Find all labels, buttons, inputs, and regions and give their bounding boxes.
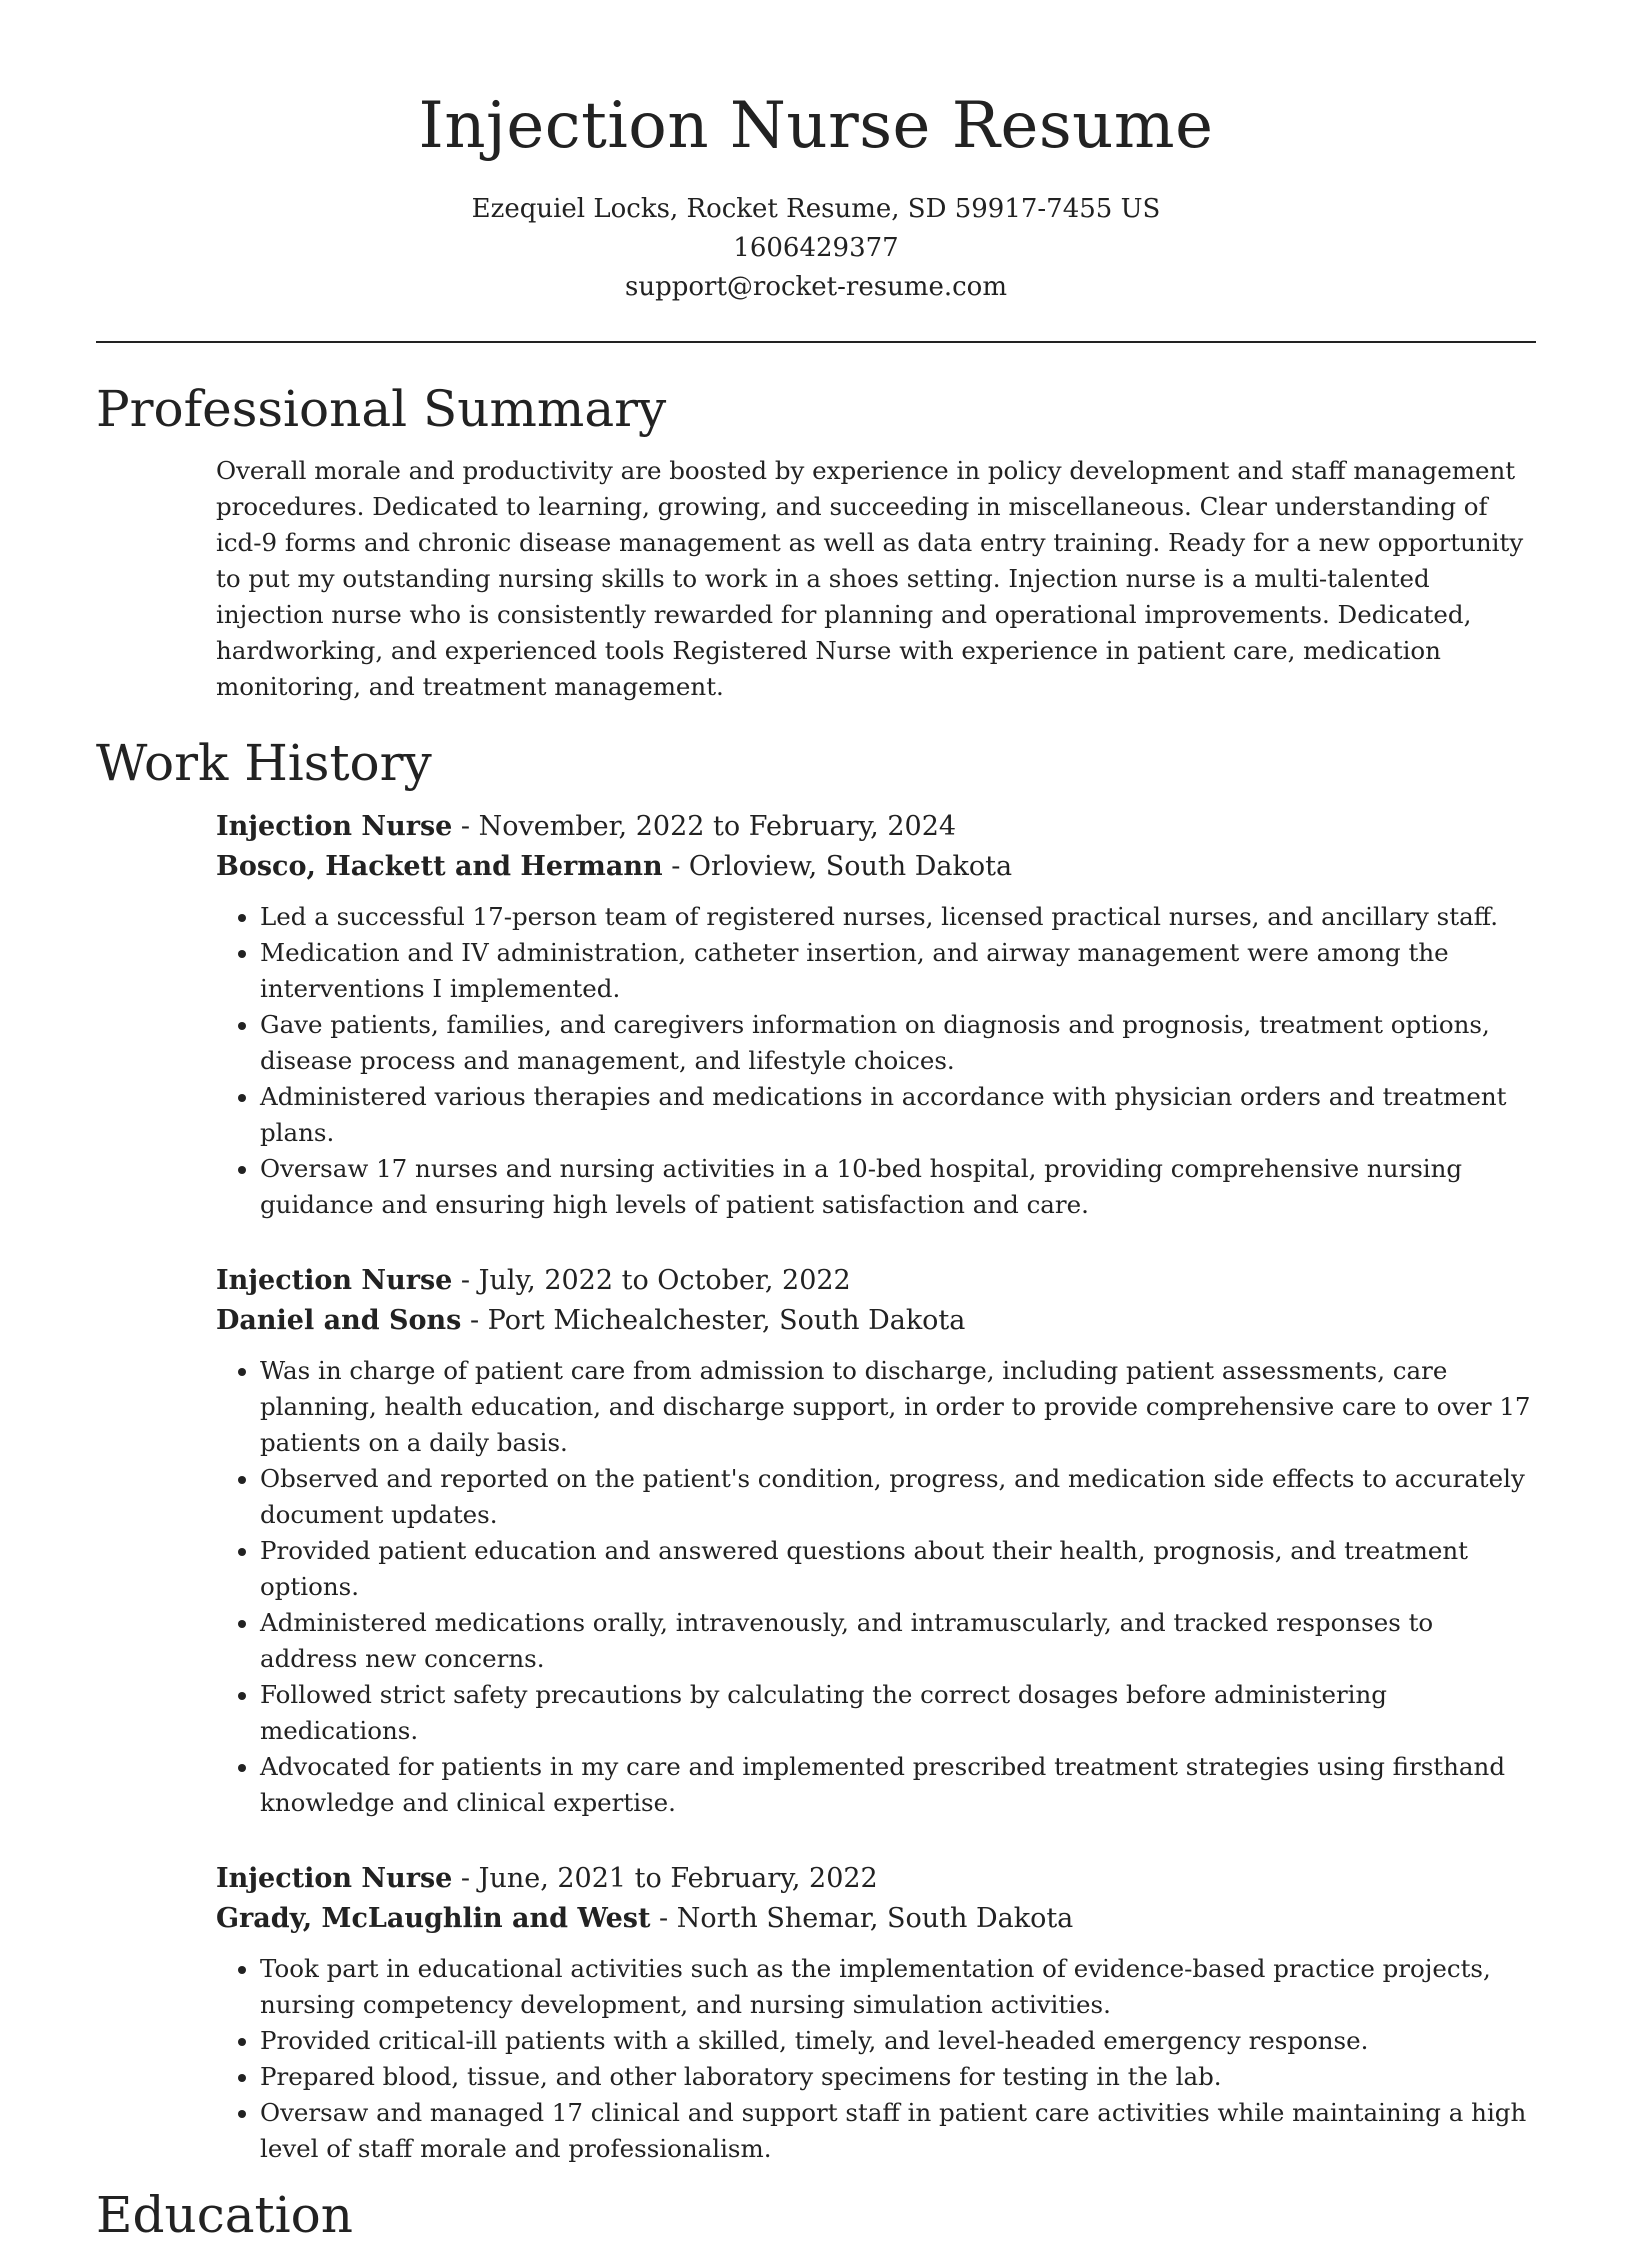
job-title-line	[216, 1859, 1536, 1899]
job-entry	[216, 807, 1536, 1223]
job-company: Bosco, Hackett and Hermann	[216, 851, 663, 882]
section-heading-summary: Professional Summary	[96, 380, 667, 438]
job-bullets	[216, 899, 1536, 1223]
job-location: - Port Michealchester, South Dakota	[461, 1305, 966, 1336]
job-bullet: • Advocated for patients in my care and implemented prescribed treatment strategies using firsthand knowledge and clinical expertise.	[260, 1749, 1536, 1821]
job-company-line	[216, 847, 1536, 887]
job-bullet: • Medication and IV administration, catheter insertion, and airway management were among the interventions I implemented.	[260, 935, 1536, 1007]
section-heading-education: Education	[96, 2186, 353, 2244]
job-bullet: • Gave patients, families, and caregivers information on diagnosis and prognosis, treatment options, disease process and management, and lifestyle choices.	[260, 1007, 1536, 1079]
job-company: Grady, McLaughlin and West	[216, 1903, 651, 1934]
job-bullet: • Oversaw 17 nurses and nursing activities in a 10-bed hospital, providing comprehensive nursing guidance and ensuring high levels of patient satisfaction and care.	[260, 1151, 1536, 1223]
job-bullet: • Administered medications orally, intravenously, and intramuscularly, and tracked responses to address new concerns.	[260, 1605, 1536, 1677]
contact-block	[96, 190, 1536, 307]
section-heading-work-history: Work History	[96, 734, 432, 792]
resume-title: Injection Nurse Resume	[418, 89, 1214, 163]
job-dates: - November, 2022 to February, 2024	[452, 811, 957, 842]
job-bullet: • Provided patient education and answered questions about their health, prognosis, and treatment options.	[260, 1533, 1536, 1605]
job-title-line	[216, 807, 1536, 847]
job-bullet: • Oversaw and managed 17 clinical and support staff in patient care activities while maintaining a high level of staff morale and professionalism.	[260, 2095, 1536, 2167]
job-bullets	[216, 1951, 1536, 2167]
job-bullet: • Provided critical-ill patients with a skilled, timely, and level-headed emergency response.	[260, 2023, 1536, 2059]
job-company: Daniel and Sons	[216, 1305, 462, 1336]
job-bullet: • Took part in educational activities such as the implementation of evidence-based practice projects, nursing competency development, and nursing simulation activities.	[260, 1951, 1536, 2023]
header-divider	[96, 341, 1536, 343]
job-location: - Orloview, South Dakota	[662, 851, 1013, 882]
resume-page	[96, 0, 1536, 2247]
job-title: Injection Nurse	[216, 1863, 453, 1894]
job-company-line	[216, 1899, 1536, 1939]
job-bullet: • Observed and reported on the patient's condition, progress, and medication side effects to accurately document updates.	[260, 1461, 1536, 1533]
contact-email: support@rocket-resume.com	[624, 272, 1007, 302]
job-bullet: • Administered various therapies and medications in accordance with physician orders and treatment plans.	[260, 1079, 1536, 1151]
job-entry	[216, 1261, 1536, 1821]
job-dates: - July, 2022 to October, 2022	[452, 1265, 851, 1296]
job-bullet: • Was in charge of patient care from admission to discharge, including patient assessments, care planning, health education, and discharge support, in order to provide comprehensive care to over 17 patients on a daily basis.	[260, 1353, 1536, 1461]
summary-text: Overall morale and productivity are boosted by experience in policy development and staff management procedures. Dedicated to learning, growing, and succeeding in miscellaneous. Clear understanding of icd-9 forms and chronic disease management as well as data entry training. Ready for a new opportunity to put my outstanding nursing skills to work in a shoes setting. Injection nurse is a multi-talented injection nurse who is consistently rewarded for planning and operational improvements. Dedicated, hardworking, and experienced tools Registered Nurse with experience in patient care, medication monitoring, and treatment management.	[216, 456, 1524, 701]
job-title-line	[216, 1261, 1536, 1301]
job-entry	[216, 1859, 1536, 2167]
job-company-line	[216, 1301, 1536, 1341]
job-bullet: • Followed strict safety precautions by calculating the correct dosages before administering medications.	[260, 1677, 1536, 1749]
contact-address: Ezequiel Locks, Rocket Resume, SD 59917-7455 US	[471, 194, 1161, 224]
job-bullets	[216, 1353, 1536, 1821]
job-bullet: • Prepared blood, tissue, and other laboratory specimens for testing in the lab.	[260, 2059, 1536, 2095]
job-title: Injection Nurse	[216, 811, 453, 842]
contact-phone: 1606429377	[733, 233, 899, 263]
job-bullet: • Led a successful 17-person team of registered nurses, licensed practical nurses, and ancillary staff.	[260, 899, 1536, 935]
job-dates: - June, 2021 to February, 2022	[452, 1863, 878, 1894]
job-location: - North Shemar, South Dakota	[650, 1903, 1074, 1934]
job-title: Injection Nurse	[216, 1265, 453, 1296]
